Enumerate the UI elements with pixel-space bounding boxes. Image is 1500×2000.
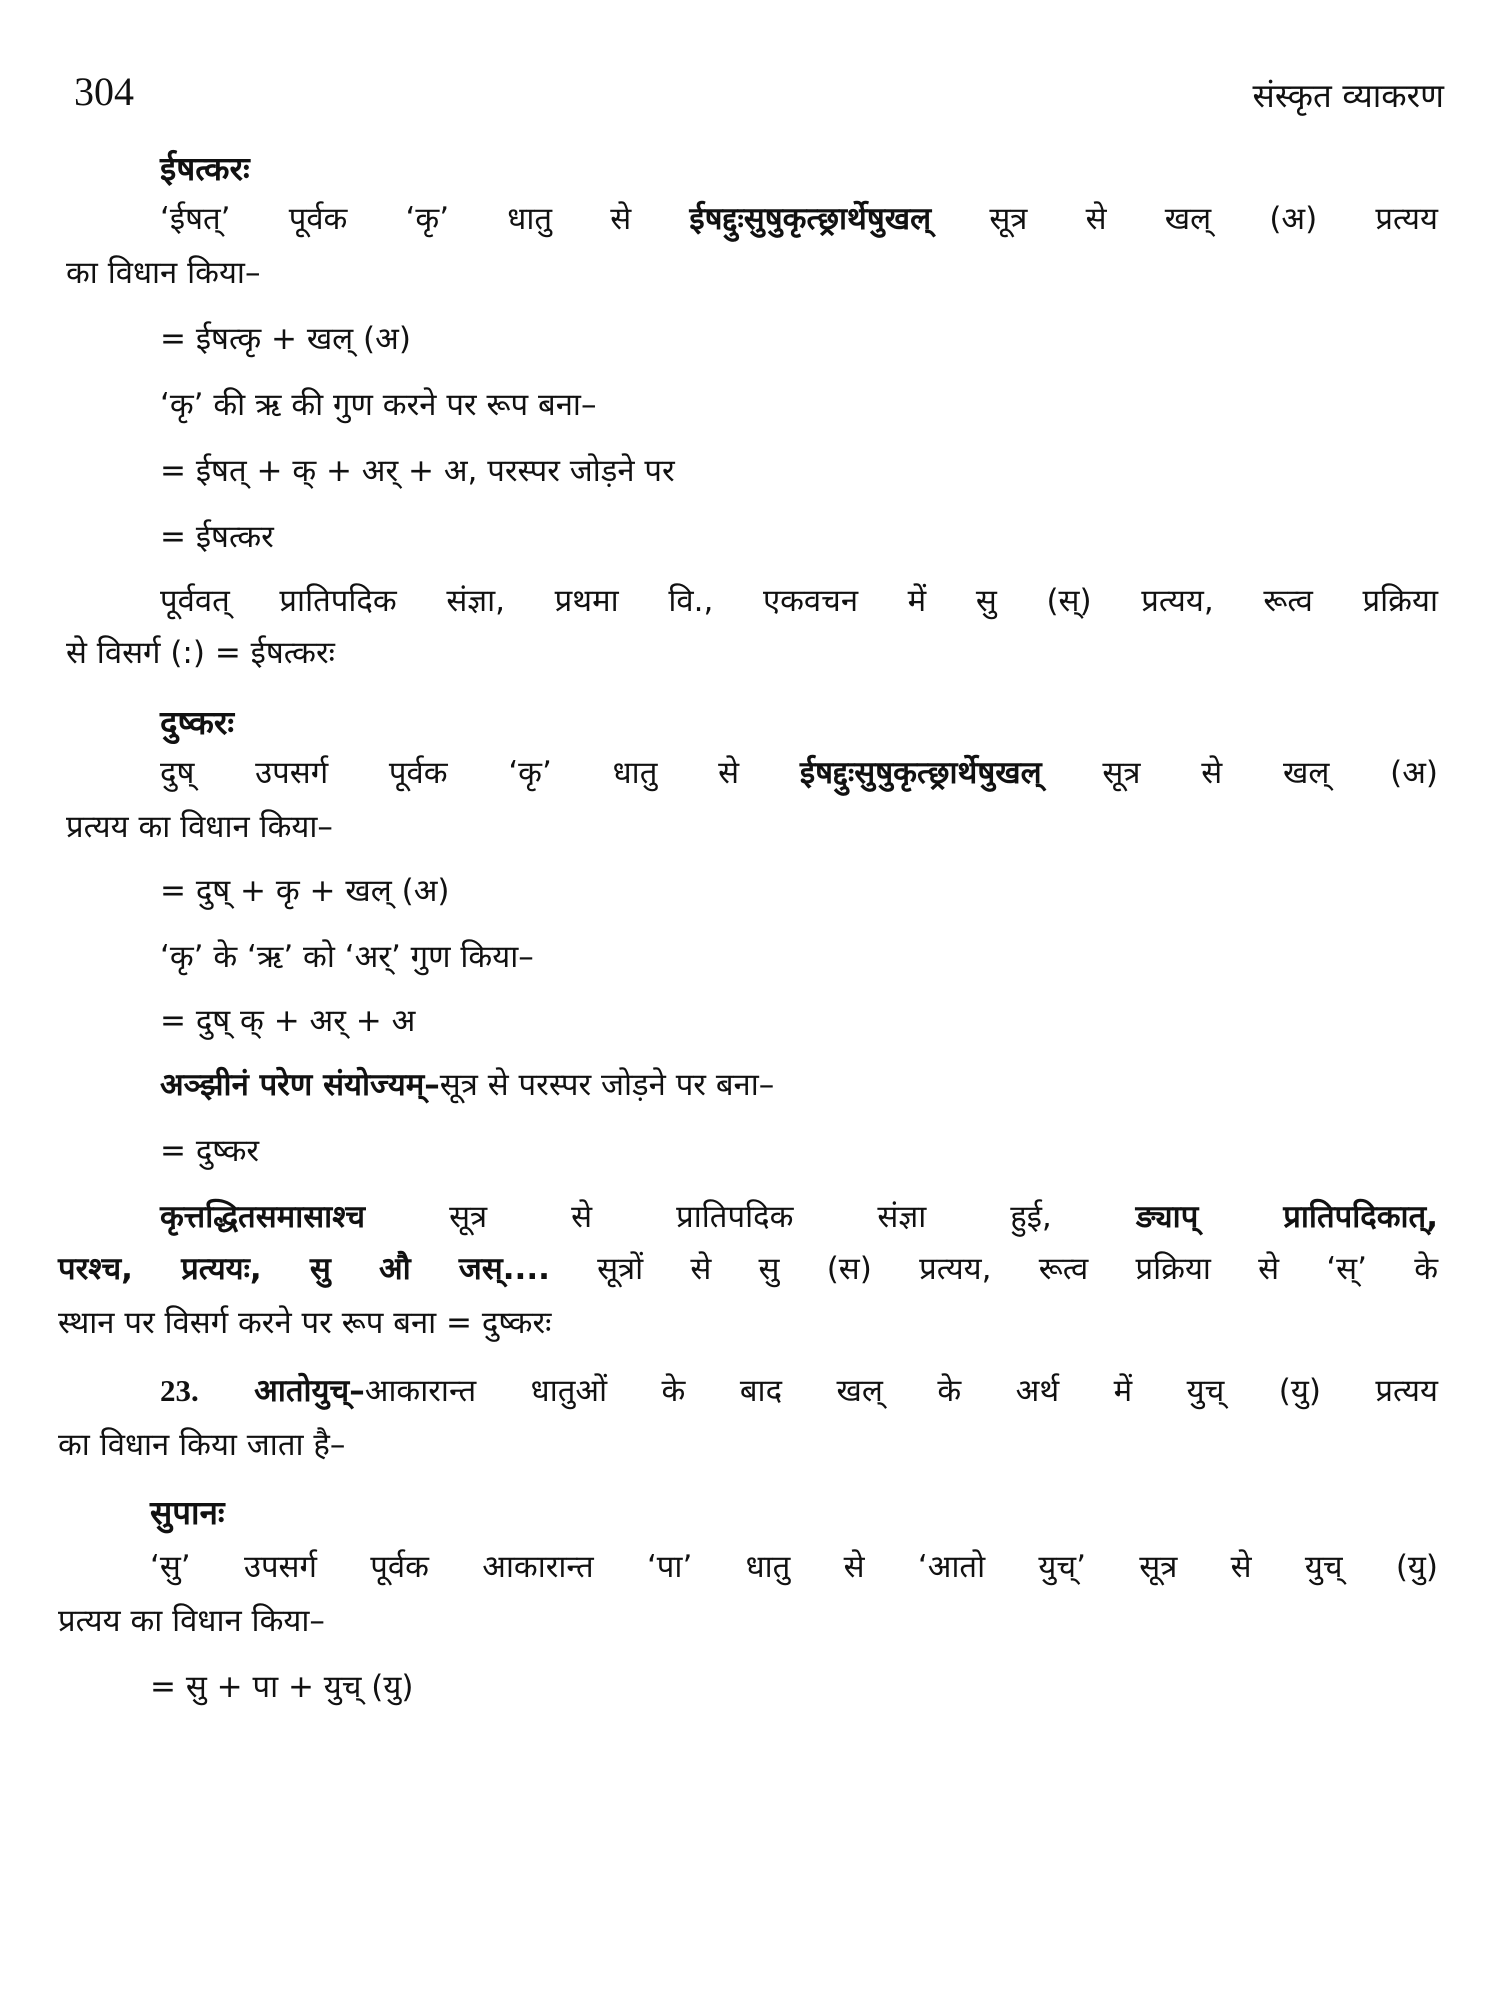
s2-text: दुष् उपसर्ग पूर्वक ‘कृ’ धातु से (160, 755, 800, 791)
section-number: 23. (160, 1373, 199, 1408)
s2-paragraph-2-line-1 (160, 1196, 1438, 1238)
s1-step-text: ‘कृ’ की ऋ की गुण करने पर रूप बना– (160, 387, 597, 423)
heading-ishatkarah: ईषत्करः (160, 149, 250, 188)
sutra-name: अञ्झीनं परेण संयोज्यम्– (160, 1067, 440, 1103)
s4-paragraph-line-2: प्रत्यय का विधान किया– (58, 1603, 325, 1639)
s1-equation-1: = ईषत्कृ + खल् (अ) (160, 321, 411, 357)
s2-step-text: ‘कृ’ के ‘ऋ’ को ‘अर्’ गुण किया– (160, 939, 534, 975)
s1-equation-2: = ईषत् + क् + अर् + अ, परस्पर जोड़ने पर (160, 453, 675, 489)
sutra-name: कृत्तद्धितसमासाश्च (160, 1199, 366, 1235)
s1-text: सूत्र से खल् (अ) प्रत्यय (931, 201, 1438, 237)
s2-paragraph-2-line-3: स्थान पर विसर्ग करने पर रूप बना = दुष्करः (58, 1305, 552, 1341)
s2-paragraph-line-2: प्रत्यय का विधान किया– (66, 809, 333, 845)
s2-equation-3: = दुष्कर (160, 1133, 260, 1169)
sutra-name: ङ्याप् प्रातिपदिकात्, (1135, 1199, 1438, 1235)
s2-rule-line (160, 1064, 774, 1106)
s2-text: सूत्रों से सु (स) प्रत्यय, रूत्व प्रक्रिया से ‘स्’ के (549, 1251, 1438, 1287)
s1-paragraph-2-line-2: से विसर्ग (:) = ईषत्करः (66, 635, 335, 671)
s2-text: सूत्र से खल् (अ) (1041, 755, 1438, 791)
sutra-name: ईषद्दुःसुषुकृत्छ्रार्थेषुखल् (799, 755, 1042, 791)
sutra-name: आतोयुच्– (198, 1373, 365, 1409)
s2-equation-2: = दुष् क् + अर् + अ (160, 1003, 416, 1039)
s1-paragraph-line-2: का विधान किया– (66, 255, 261, 291)
s4-equation-1: = सु + पा + युच् (यु) (150, 1669, 414, 1705)
sutra-name: ईषद्दुःसुषुकृत्छ्रार्थेषुखल् (689, 201, 932, 237)
s2-paragraph-2-line-2 (58, 1248, 1438, 1290)
s1-equation-3: = ईषत्कर (160, 519, 274, 555)
s2-paragraph-line-1 (160, 752, 1438, 794)
s1-text: ‘ईषत्’ पूर्वक ‘कृ’ धातु से (160, 201, 690, 237)
s2-equation-1: = दुष् + कृ + खल् (अ) (160, 873, 450, 909)
page-number: 304 (74, 69, 134, 114)
heading-dushkarah: दुष्करः (160, 703, 235, 742)
s1-paragraph-line-1 (160, 198, 1438, 240)
running-head: संस्कृत व्याकरण (1252, 76, 1444, 115)
s3-paragraph-line-1 (160, 1370, 1438, 1412)
sutra-name: परश्च, प्रत्ययः, सु औ जस्.... (58, 1251, 550, 1287)
s1-paragraph-2-line-1: पूर्ववत् प्रातिपदिक संज्ञा, प्रथमा वि., एकवचन में सु (स्) प्रत्यय, रूत्व प्रक्रिया (160, 583, 1438, 619)
s2-text: सूत्र से प्रातिपदिक संज्ञा हुई, (365, 1199, 1136, 1235)
s3-text: आकारान्त धातुओं के बाद खल् के अर्थ में युच् (यु) प्रत्यय (364, 1373, 1438, 1409)
heading-supanah: सुपानः (150, 1493, 225, 1532)
s2-text: सूत्र से परस्पर जोड़ने पर बना– (439, 1067, 775, 1103)
s4-paragraph-line-1: ‘सु’ उपसर्ग पूर्वक आकारान्त ‘पा’ धातु से ‘आतो युच्’ सूत्र से युच् (यु) (150, 1549, 1438, 1585)
s3-paragraph-line-2: का विधान किया जाता है– (58, 1427, 346, 1463)
